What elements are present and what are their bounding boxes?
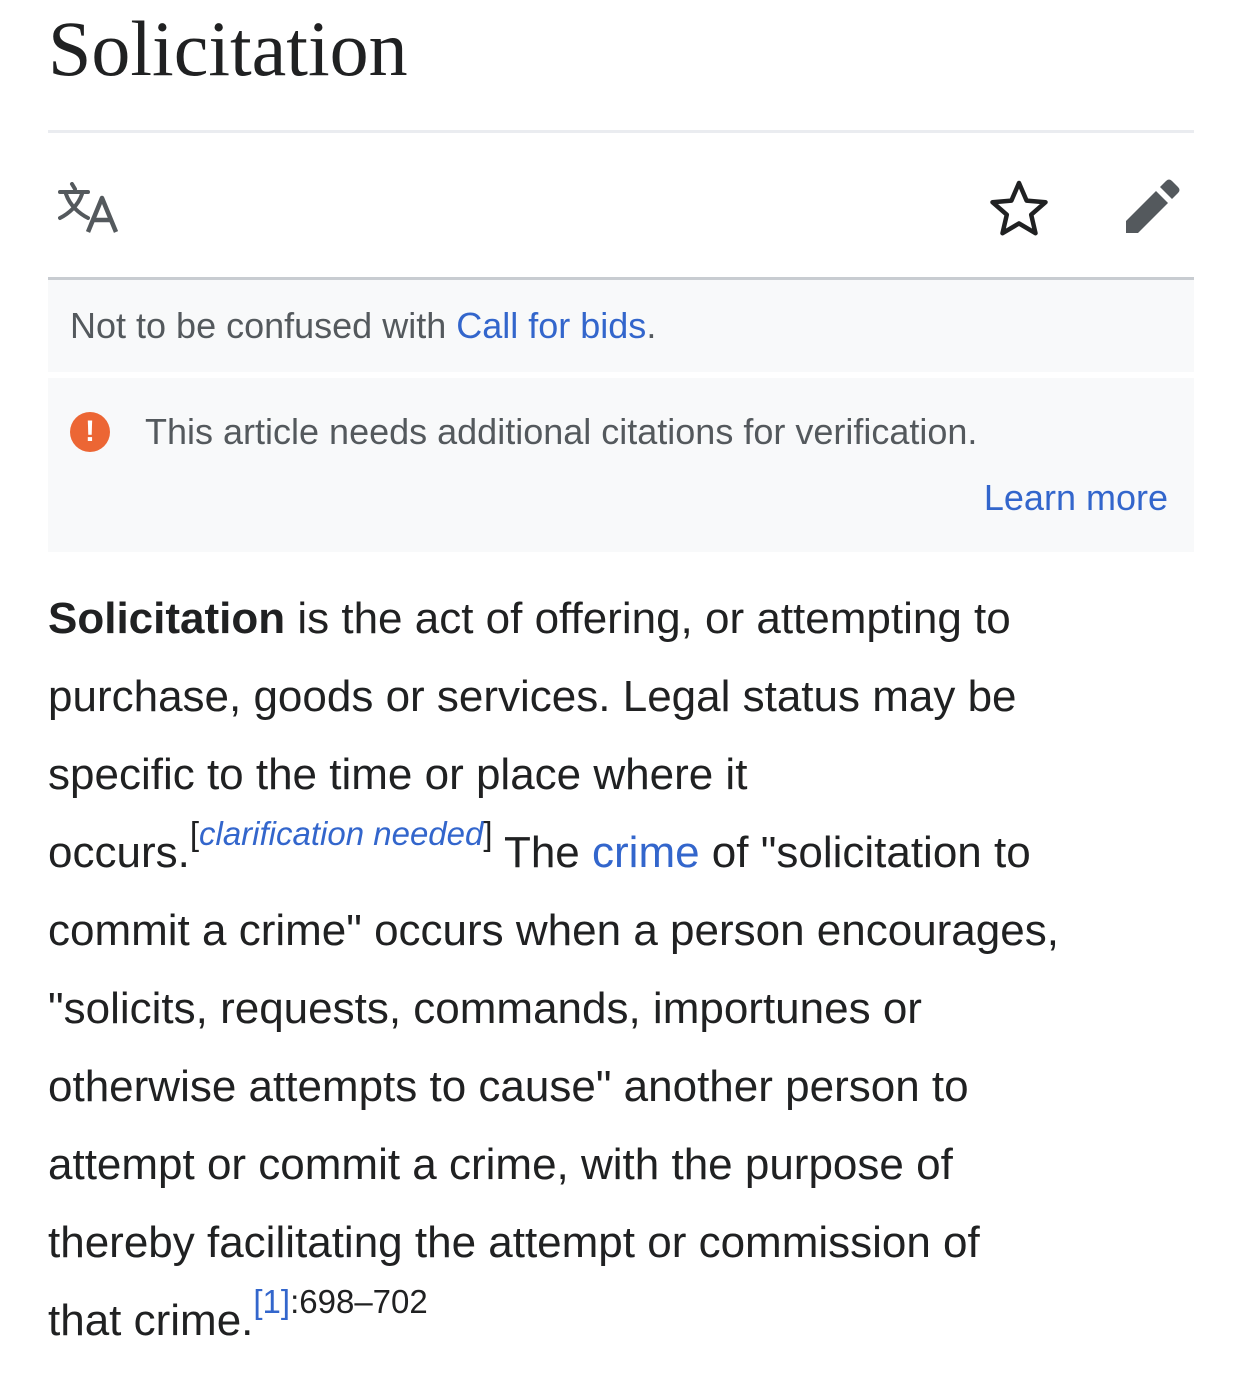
text-segment: is the act of offering, or attempting to xyxy=(285,594,1011,643)
translate-icon xyxy=(58,182,120,234)
watch-star-button[interactable] xyxy=(984,173,1054,243)
text-line: purchase, goods or services. Legal status may be xyxy=(48,672,1017,721)
hatnote-suffix: . xyxy=(646,305,657,346)
exclamation-icon: ! xyxy=(70,412,110,452)
citation-notice[interactable] xyxy=(48,378,1194,552)
call-for-bids-link[interactable]: Call for bids xyxy=(456,305,647,346)
text-segment: of "solicitation to xyxy=(699,828,1031,877)
crime-link[interactable]: crime xyxy=(592,828,700,877)
citation-notice-message: This article needs additional citations for verification. xyxy=(145,411,978,452)
language-button[interactable] xyxy=(54,175,124,241)
text-line: commit a crime" occurs when a person encourages, xyxy=(48,906,1059,955)
learn-more-link[interactable]: Learn more xyxy=(983,477,1168,518)
text-line: attempt or commit a crime, with the purpose of xyxy=(48,1140,953,1189)
text-line: "solicits, requests, commands, importunes or xyxy=(48,984,922,1033)
text-line xyxy=(48,814,1194,892)
text-line xyxy=(48,1282,1194,1360)
page-actions-toolbar xyxy=(48,133,1194,278)
article-subject: Solicitation xyxy=(48,594,286,643)
text-line: thereby facilitating the attempt or commission of xyxy=(48,1218,980,1267)
text-segment: The xyxy=(492,828,593,877)
reference-1-link[interactable]: [1] xyxy=(253,1283,291,1321)
pencil-icon xyxy=(1122,179,1180,237)
text-line: specific to the time or place where it xyxy=(48,750,748,799)
reference-1 xyxy=(253,1283,427,1320)
clarification-needed-link[interactable]: clarification needed xyxy=(199,815,484,853)
hatnote-prefix: Not to be confused with xyxy=(70,305,457,346)
text-line xyxy=(48,580,1194,658)
text-segment: that crime. xyxy=(48,1296,254,1345)
bracket: [ xyxy=(189,815,199,853)
hatnote xyxy=(48,280,1194,372)
clarification-needed-tag xyxy=(190,815,493,852)
bracket: ] xyxy=(483,815,493,853)
text-line: otherwise attempts to cause" another person to xyxy=(48,1062,969,1111)
reference-pages: :698–702 xyxy=(290,1283,428,1321)
edit-button[interactable] xyxy=(1116,173,1186,243)
article-body xyxy=(48,580,1194,1360)
text-segment: occurs. xyxy=(48,828,190,877)
page-title: Solicitation xyxy=(48,5,408,92)
lead-paragraph xyxy=(48,580,1194,1360)
star-icon xyxy=(989,179,1049,237)
